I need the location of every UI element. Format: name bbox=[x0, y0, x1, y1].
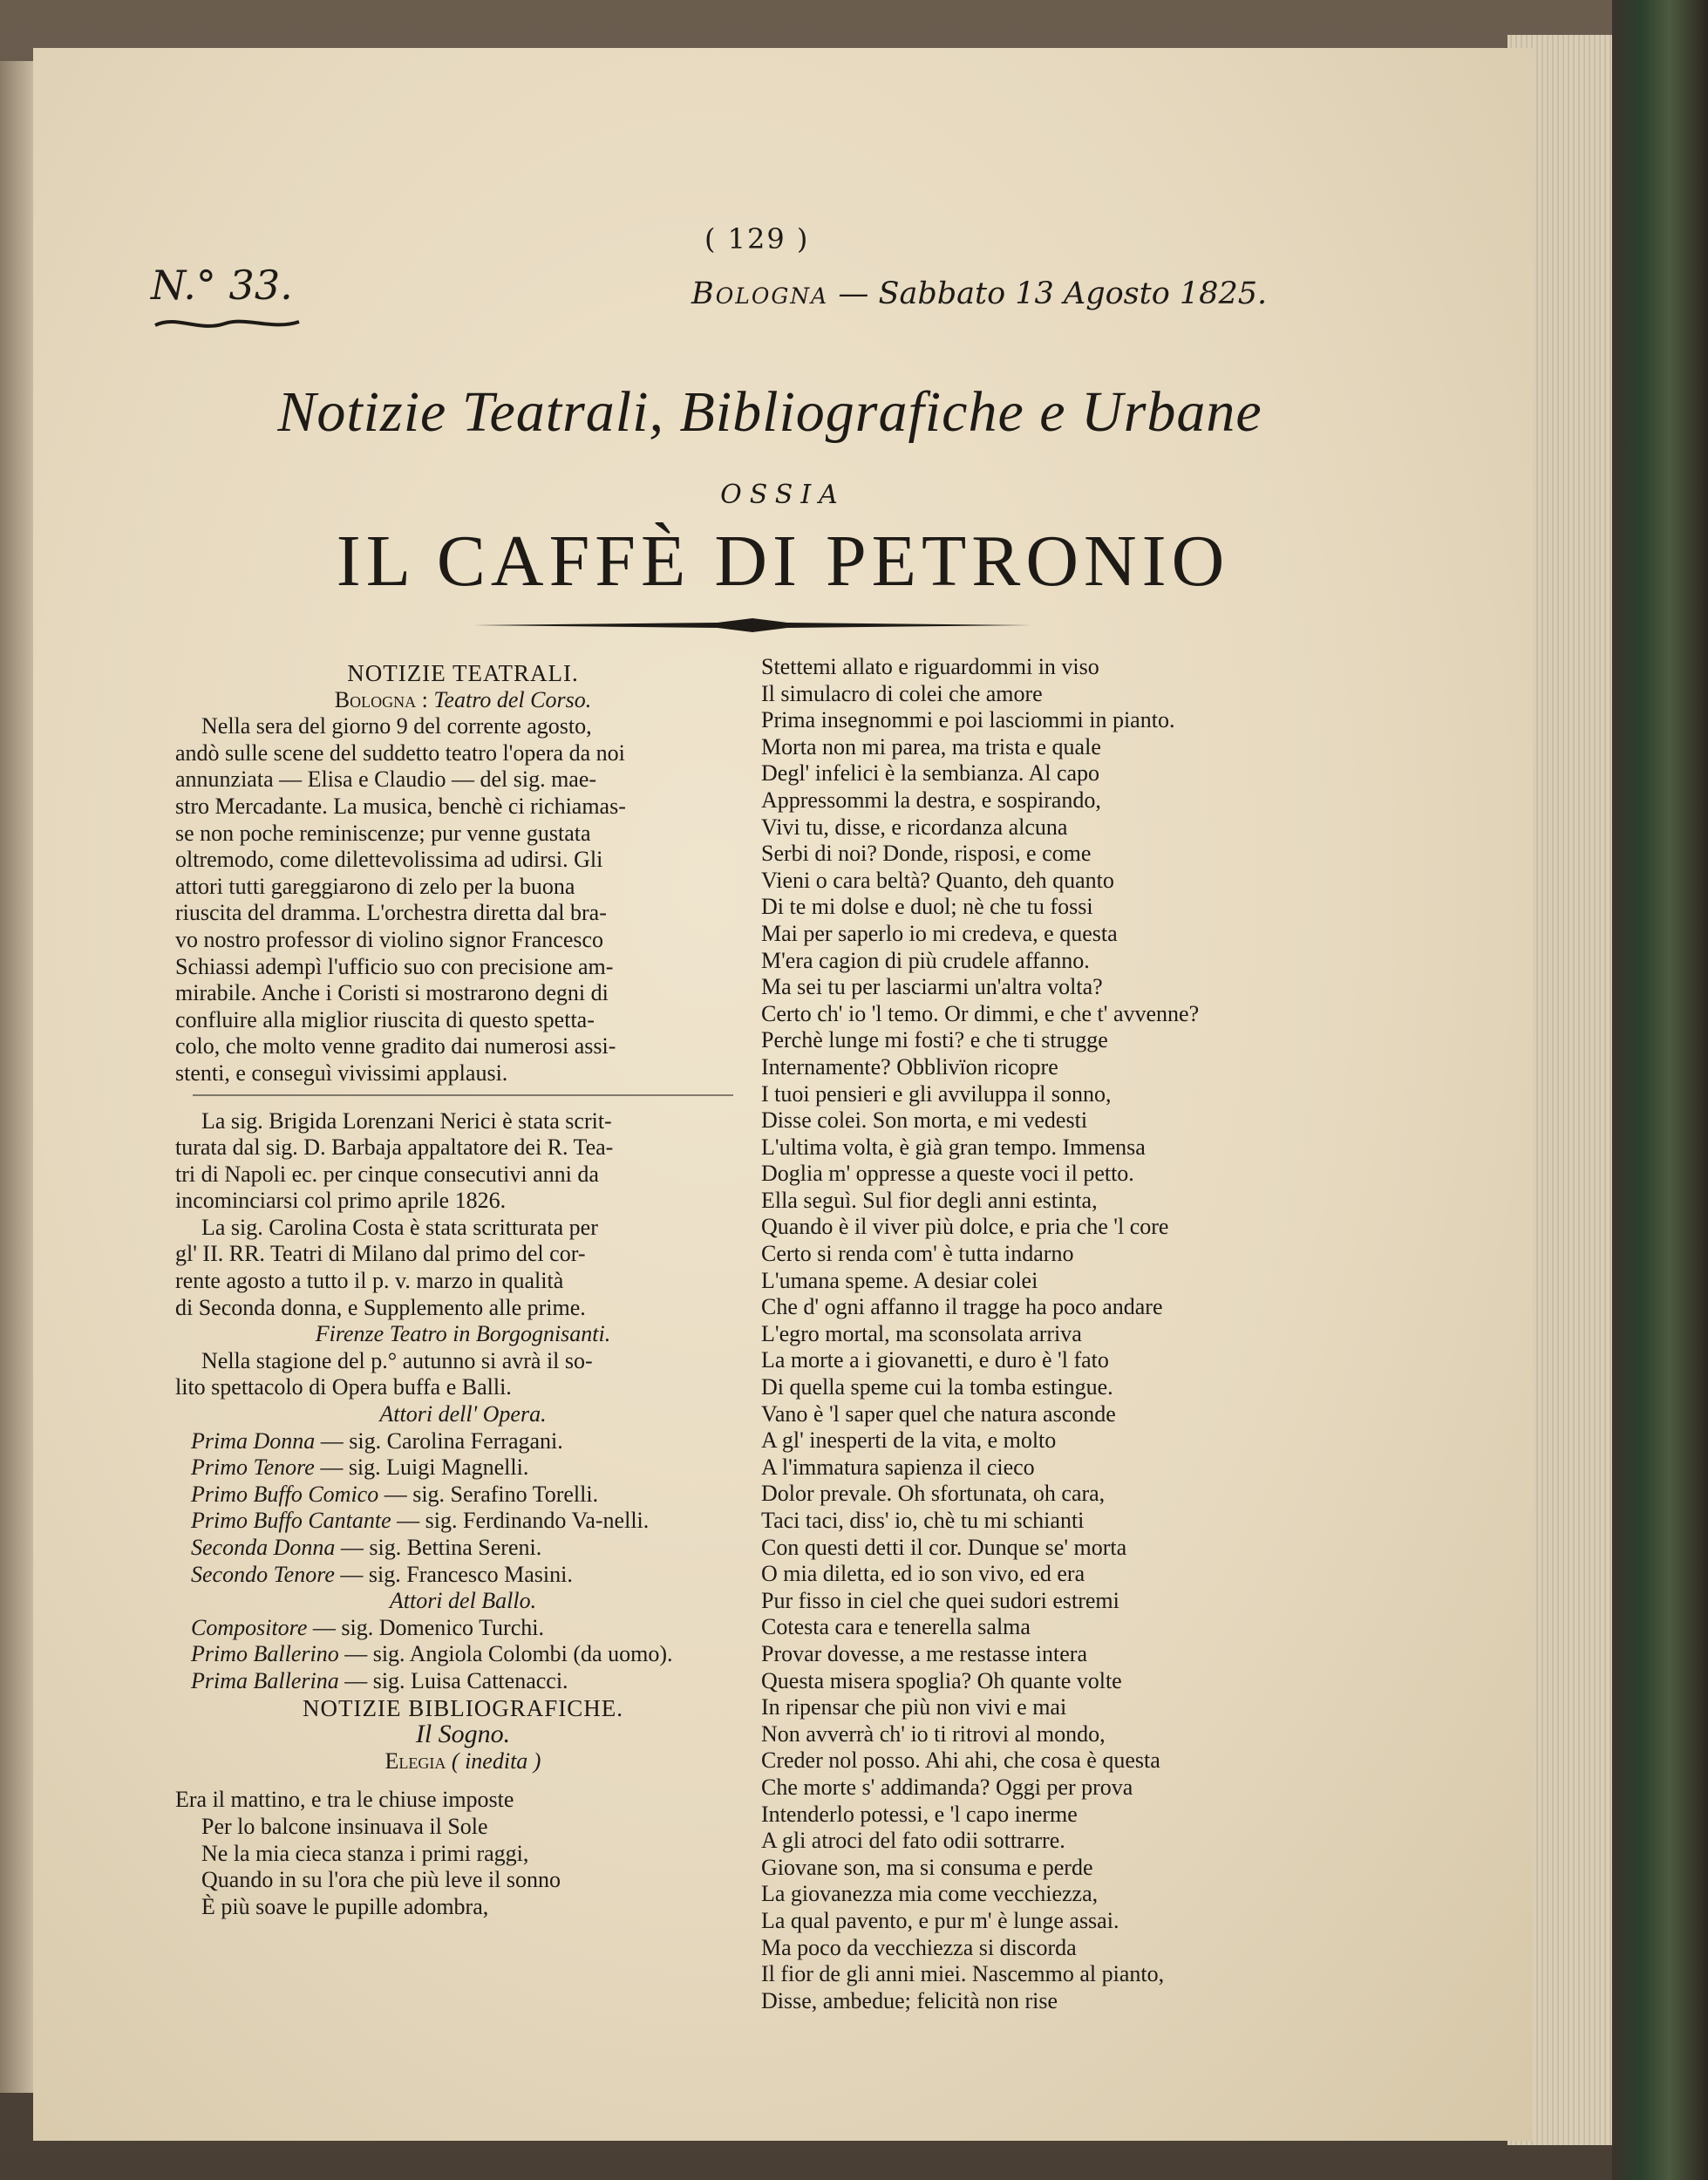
issue-flourish-ornament bbox=[151, 310, 303, 336]
verse-line: Che morte s' addimanda? Oggi per prova bbox=[761, 1774, 1133, 1800]
verse-line: Doglia m' oppresse a queste voci il petto. bbox=[761, 1161, 1134, 1187]
verse-line: A gl' inesperti de la vita, e molto bbox=[761, 1427, 1057, 1454]
verse-line: Dolor prevale. Oh sfortunata, oh cara, bbox=[761, 1481, 1106, 1507]
verse-line: Con questi detti il cor. Dunque se' morta bbox=[761, 1534, 1127, 1560]
article-line: stenti, e conseguì vivissimi applausi. bbox=[175, 1059, 508, 1086]
poem-title: Il Sogno. bbox=[415, 1720, 511, 1749]
article-line: annunziata — Elisa e Claudio — del sig. mae- bbox=[175, 766, 597, 793]
verse-line: Taci taci, diss' io, chè tu mi schianti bbox=[761, 1508, 1085, 1533]
verse-line: Pur fisso in ciel che quei sudori estremi bbox=[761, 1587, 1119, 1613]
cast-role: Secondo Tenore bbox=[191, 1561, 335, 1587]
cast-role: Prima Ballerina bbox=[191, 1667, 339, 1693]
article-lorenzani bbox=[175, 1108, 751, 1215]
section-title-teatrali: NOTIZIE TEATRALI. bbox=[347, 660, 579, 686]
verse-line: Stettemi allato e riguardommi in viso bbox=[761, 654, 1099, 679]
masthead-subtitle: Notizie Teatrali, Bibliografiche e Urbane bbox=[277, 380, 1262, 444]
article-line: se non poche reminiscenze; pur venne gustata bbox=[175, 820, 591, 846]
opera-cast-heading: Attori dell' Opera. bbox=[379, 1401, 547, 1427]
cast-name: — sig. Angiola Colombi (da uomo). bbox=[338, 1641, 673, 1667]
verse-line: Vieni o cara beltà? Quanto, deh quanto bbox=[761, 867, 1114, 893]
verse-line: Certo ch' io 'l temo. Or dimmi, e che t' avvenne? bbox=[761, 1000, 1200, 1026]
bologna-heading bbox=[175, 687, 751, 714]
verse-line: Quando in su l'ora che più leve il sonno bbox=[201, 1867, 561, 1893]
verse-line: Certo si renda com' è tutta indarno bbox=[761, 1241, 1074, 1267]
verse-line: Ella seguì. Sul fior degli anni estinta, bbox=[761, 1187, 1098, 1213]
verse-line: Morta non mi parea, ma trista e quale bbox=[761, 733, 1101, 760]
cast-row bbox=[175, 1454, 751, 1482]
verse-line: Intenderlo potessi, e 'l capo inerme bbox=[761, 1801, 1078, 1827]
article-bologna bbox=[175, 713, 751, 1087]
section-title-bibliografiche: NOTIZIE BIBLIOGRAFICHE. bbox=[303, 1694, 623, 1721]
verse-line: M'era cagion di più crudele affanno. bbox=[761, 947, 1090, 973]
verse-line: Che d' ogni affanno il tragge ha poco andare bbox=[761, 1294, 1163, 1320]
article-line: incominciarsi col primo aprile 1826. bbox=[175, 1188, 507, 1214]
verse-line: Quando è il viver più dolce, e pria che 'l core bbox=[761, 1214, 1169, 1240]
newspaper-page bbox=[33, 48, 1533, 2141]
cast-name: — sig. Carolina Ferragani. bbox=[315, 1427, 563, 1454]
verse-line: A gli atroci del fato odii sottrarre. bbox=[761, 1828, 1065, 1854]
verse-line: Disse, ambedue; felicità non rise bbox=[761, 1987, 1058, 2013]
verse-line: Serbi di noi? Donde, risposi, e come bbox=[761, 841, 1092, 867]
cast-name: — sig. Serafino Torelli. bbox=[378, 1481, 599, 1507]
verse-line: La qual pavento, e pur m' è lunge assai. bbox=[761, 1907, 1119, 1933]
article-line: stro Mercadante. La musica, benchè ci richiamas- bbox=[175, 793, 626, 819]
verse-line: L'umana speme. A desiar colei bbox=[761, 1267, 1038, 1293]
article-line: di Seconda donna, e Supplemento alle prime. bbox=[175, 1294, 586, 1320]
cast-row bbox=[175, 1641, 751, 1668]
ballet-cast-heading: Attori del Ballo. bbox=[389, 1588, 537, 1614]
verse-line: Ma poco da vecchiezza si discorda bbox=[761, 1934, 1077, 1960]
verse-line: Cotesta cara e tenerella salma bbox=[761, 1614, 1031, 1640]
verse-line: A l'immatura sapienza il cieco bbox=[761, 1454, 1035, 1480]
article-line: gl' II. RR. Teatri di Milano dal primo del cor- bbox=[175, 1241, 586, 1267]
verse-line: Di quella speme cui la tomba estingue. bbox=[761, 1374, 1113, 1400]
article-line: oltremodo, come dilettevolissima ad udirsi. Gli bbox=[175, 847, 603, 873]
masthead-title: IL CAFFÈ DI PETRONIO bbox=[336, 521, 1230, 602]
article-line: Nella stagione del p.° autunno si avrà il so- bbox=[201, 1347, 593, 1373]
article-line: mirabile. Anche i Coristi si mostrarono degni di bbox=[175, 980, 609, 1006]
article-line: turata dal sig. D. Barbaja appaltatore dei R. Tea- bbox=[175, 1134, 614, 1161]
verse-line: È più soave le pupille adombra, bbox=[201, 1893, 489, 1919]
verse-line: Vano è 'l saper quel che natura asconde bbox=[761, 1400, 1116, 1427]
article-line: La sig. Brigida Lorenzani Nerici è stata scrit- bbox=[201, 1107, 612, 1134]
cast-row bbox=[175, 1482, 751, 1509]
elegia-label: Elegia bbox=[384, 1747, 446, 1774]
cast-name: — sig. Bettina Sereni. bbox=[335, 1535, 542, 1560]
article-line: andò sulle scene del suddetto teatro l'opera da noi bbox=[175, 739, 625, 766]
article-line: confluire alla miglior riuscita di questo spetta- bbox=[175, 1006, 595, 1032]
article-costa bbox=[175, 1215, 751, 1321]
article-line: attori tutti gareggiarono di zelo per la buona bbox=[175, 873, 575, 899]
cast-row bbox=[175, 1562, 751, 1589]
verse-line: Appressommi la destra, e sospirando, bbox=[761, 787, 1101, 813]
article-line: La sig. Carolina Costa è stata scritturata per bbox=[201, 1214, 598, 1240]
cast-role: Primo Buffo Cantante bbox=[191, 1508, 391, 1534]
verse-line: Di te mi dolse e duol; nè che tu fossi bbox=[761, 894, 1093, 920]
date-text: — Sabbato 13 Agosto 1825. bbox=[838, 276, 1268, 311]
elegia-note: ( inedita ) bbox=[451, 1747, 541, 1774]
bologna-label: Bologna : bbox=[334, 686, 428, 712]
verse-line: I tuoi pensieri e gli avviluppa il sonno, bbox=[761, 1080, 1112, 1107]
cast-row bbox=[175, 1508, 751, 1535]
cast-role: Primo Ballerino bbox=[191, 1641, 339, 1667]
cast-name: — sig. Ferdinando Va-nelli. bbox=[391, 1508, 650, 1534]
title-rule-ornament bbox=[473, 615, 1031, 636]
right-column bbox=[761, 654, 1371, 2014]
left-page-edge bbox=[0, 61, 35, 2093]
poem-opening-verses bbox=[175, 1787, 751, 1920]
article-line: vo nostro professor di violino signor Francesco bbox=[175, 926, 604, 952]
cast-name: — sig. Luisa Cattenacci. bbox=[338, 1667, 568, 1693]
book-spine bbox=[1612, 0, 1708, 2180]
section-divider bbox=[193, 1094, 733, 1096]
cast-role: Compositore bbox=[191, 1614, 308, 1640]
ballet-cast-list bbox=[175, 1615, 751, 1695]
cast-role: Seconda Donna bbox=[191, 1535, 336, 1560]
masthead-ossia: OSSIA bbox=[720, 480, 846, 510]
cast-name: — sig. Domenico Turchi. bbox=[307, 1614, 544, 1640]
verse-line: Mai per saperlo io mi credeva, e questa bbox=[761, 920, 1118, 946]
date-line bbox=[691, 276, 1267, 311]
verse-line: Degl' infelici è la sembianza. Al capo bbox=[761, 760, 1100, 787]
opera-cast-list bbox=[175, 1428, 751, 1589]
elegia-heading bbox=[175, 1748, 751, 1775]
cast-row bbox=[175, 1668, 751, 1695]
verse-line: Provar dovesse, a me restasse intera bbox=[761, 1640, 1087, 1666]
cast-name: — sig. Luigi Magnelli. bbox=[314, 1454, 529, 1481]
left-column bbox=[175, 660, 751, 1920]
cast-row bbox=[175, 1428, 751, 1455]
verse-line: Il simulacro di colei che amore bbox=[761, 680, 1043, 706]
verse-line: Creder nol posso. Ahi ahi, che cosa è questa bbox=[761, 1747, 1160, 1774]
verse-line: Per lo balcone insinuava il Sole bbox=[201, 1813, 488, 1839]
verse-line: Il fior de gli anni miei. Nascemmo al pianto, bbox=[761, 1961, 1165, 1987]
article-line: rente agosto a tutto il p. v. marzo in qualità bbox=[175, 1268, 564, 1294]
verse-line: Vivi tu, disse, e ricordanza alcuna bbox=[761, 814, 1068, 840]
firenze-heading: Firenze Teatro in Borgognisanti. bbox=[315, 1321, 611, 1347]
verse-line: Prima insegnommi e poi lasciommi in pianto. bbox=[761, 707, 1175, 733]
cast-role: Primo Tenore bbox=[191, 1454, 315, 1481]
date-city: Bologna bbox=[691, 276, 829, 311]
verse-line: Era il mattino, e tra le chiuse imposte bbox=[175, 1787, 514, 1813]
cast-role: Primo Buffo Comico bbox=[191, 1481, 379, 1507]
verse-line: Ne la mia cieca stanza i primi raggi, bbox=[201, 1840, 529, 1866]
article-line: lito spettacolo di Opera buffa e Balli. bbox=[175, 1374, 512, 1400]
verse-line: Ma sei tu per lasciarmi un'altra volta? bbox=[761, 974, 1103, 1000]
verse-line: L'egro mortal, ma sconsolata arriva bbox=[761, 1320, 1082, 1346]
cast-row bbox=[175, 1535, 751, 1562]
article-line: Schiassi adempì l'ufficio suo con precisione am- bbox=[175, 953, 614, 979]
bologna-venue: Teatro del Corso. bbox=[433, 686, 592, 712]
poem-verses bbox=[761, 654, 1371, 2014]
article-line: colo, che molto venne gradito dai numerosi assi- bbox=[175, 1033, 616, 1059]
verse-line: Giovane son, ma si consuma e perde bbox=[761, 1854, 1093, 1880]
article-firenze bbox=[175, 1348, 751, 1401]
verse-line: In ripensar che più non vivi e mai bbox=[761, 1694, 1067, 1720]
verse-line: Disse colei. Son morta, e mi vedesti bbox=[761, 1107, 1088, 1134]
cast-name: — sig. Francesco Masini. bbox=[334, 1561, 573, 1587]
cast-role: Prima Donna bbox=[191, 1427, 316, 1454]
verse-line: La giovanezza mia come vecchiezza, bbox=[761, 1881, 1099, 1907]
verse-line: La morte a i giovanetti, e duro è 'l fato bbox=[761, 1347, 1109, 1373]
verse-line: Non avverrà ch' io ti ritrovi al mondo, bbox=[761, 1720, 1106, 1747]
article-line: Nella sera del giorno 9 del corrente agosto, bbox=[201, 713, 592, 739]
verse-line: Internamente? Obblivïon ricopre bbox=[761, 1053, 1058, 1080]
verse-line: O mia diletta, ed io son vivo, ed era bbox=[761, 1561, 1085, 1587]
issue-number: N.° 33. bbox=[151, 262, 293, 309]
verse-line: Questa misera spoglia? Oh quante volte bbox=[761, 1667, 1122, 1693]
article-line: tri di Napoli ec. per cinque consecutivi anni da bbox=[175, 1161, 599, 1187]
verse-line: Perchè lunge mi fosti? e che ti strugge bbox=[761, 1027, 1108, 1053]
article-line: riuscita del dramma. L'orchestra diretta dal bra- bbox=[175, 900, 607, 926]
cast-row bbox=[175, 1615, 751, 1642]
verse-line: L'ultima volta, è già gran tempo. Immensa bbox=[761, 1134, 1146, 1160]
page-number: ( 129 ) bbox=[704, 222, 810, 255]
